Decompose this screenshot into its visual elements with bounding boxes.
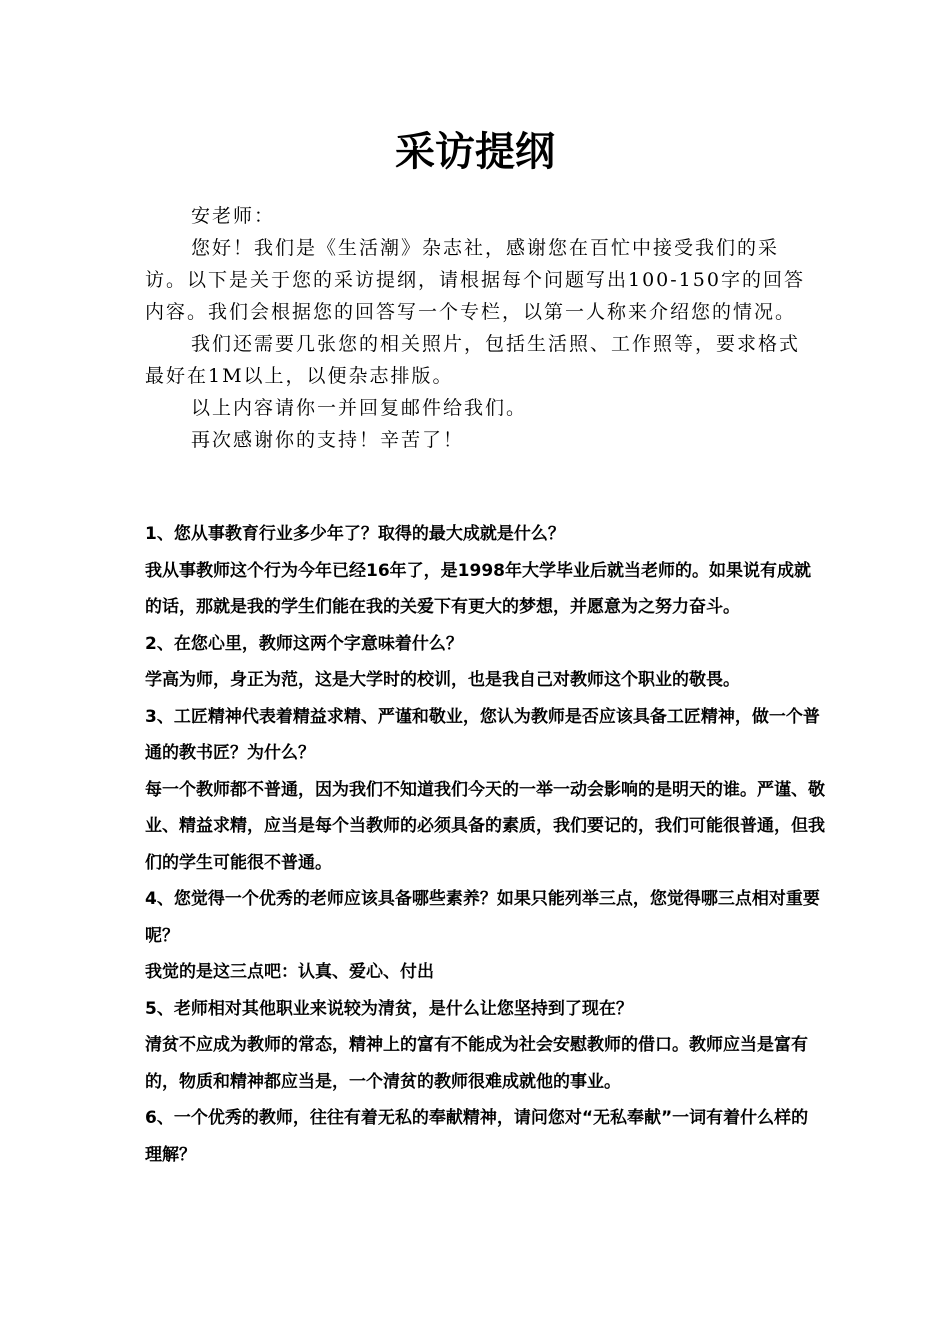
question: 4、您觉得一个优秀的老师应该具备哪些素养？如果只能列举三点，您觉得哪三点相对重要呢？ xyxy=(145,889,820,946)
answer: 我觉的是这三点吧：认真、爱心、付出 xyxy=(145,962,434,982)
answer: 清贫不应成为教师的常态，精神上的富有不能成为社会安慰教师的借口。教师应当是富有的，物质和精神都应当是，一个清贫的教师很难成就他的事业。 xyxy=(145,1035,808,1092)
question: 2、在您心里，教师这两个字意味着什么？ xyxy=(145,633,463,654)
letter-paragraph: 再次感谢你的支持！辛苦了！ xyxy=(191,429,465,451)
question: 3、工匠精神代表着精益求精、严谨和敬业，您认为教师是否应该具备工匠精神，做一个普通的教书匠？为什么？ xyxy=(145,706,820,763)
question: 1、您从事教育行业多少年了？取得的最大成就是什么？ xyxy=(145,524,565,544)
letter-paragraph: 您好！我们是《生活潮》杂志社，感谢您在百忙中接受我们的采访。以下是关于您的采访提纲，请根据每个问题写出100-150字的回答内容。我们会根据您的回答写一个专栏，以第一人称来介绍您的情况。 xyxy=(145,237,805,323)
interview-qa-list xyxy=(145,516,825,1173)
answer: 我从事教师这个行为今年已经16年了，是1998年大学毕业后就当老师的。如果说有成就的话，那就是我的学生们能在我的关爱下有更大的梦想，并愿意为之努力奋斗。 xyxy=(145,560,811,617)
letter-paragraph: 以上内容请你一并回复邮件给我们。 xyxy=(191,397,528,419)
salutation: 安老师： xyxy=(191,205,276,227)
invitation-letter xyxy=(145,200,809,456)
question: 6、一个优秀的教师，往往有着无私的奉献精神，请问您对“无私奉献”一词有着什么样的理解？ xyxy=(145,1108,809,1165)
question: 5、老师相对其他职业来说较为清贫，是什么让您坚持到了现在？ xyxy=(145,998,633,1019)
answer: 学高为师，身正为范，这是大学时的校训，也是我自己对教师这个职业的敬畏。 xyxy=(145,670,740,690)
document-title: 采访提纲 xyxy=(395,128,555,175)
answer: 每一个教师都不普通，因为我们不知道我们今天的一举一动会影响的是明天的谁。严谨、敬业、精益求精，应当是每个当教师的必须具备的素质，我们要记的，我们可能很普通，但我们的学生可能很不普通。 xyxy=(145,779,825,873)
letter-paragraph: 我们还需要几张您的相关照片，包括生活照、工作照等，要求格式最好在1M以上，以便杂志排版。 xyxy=(145,333,801,387)
